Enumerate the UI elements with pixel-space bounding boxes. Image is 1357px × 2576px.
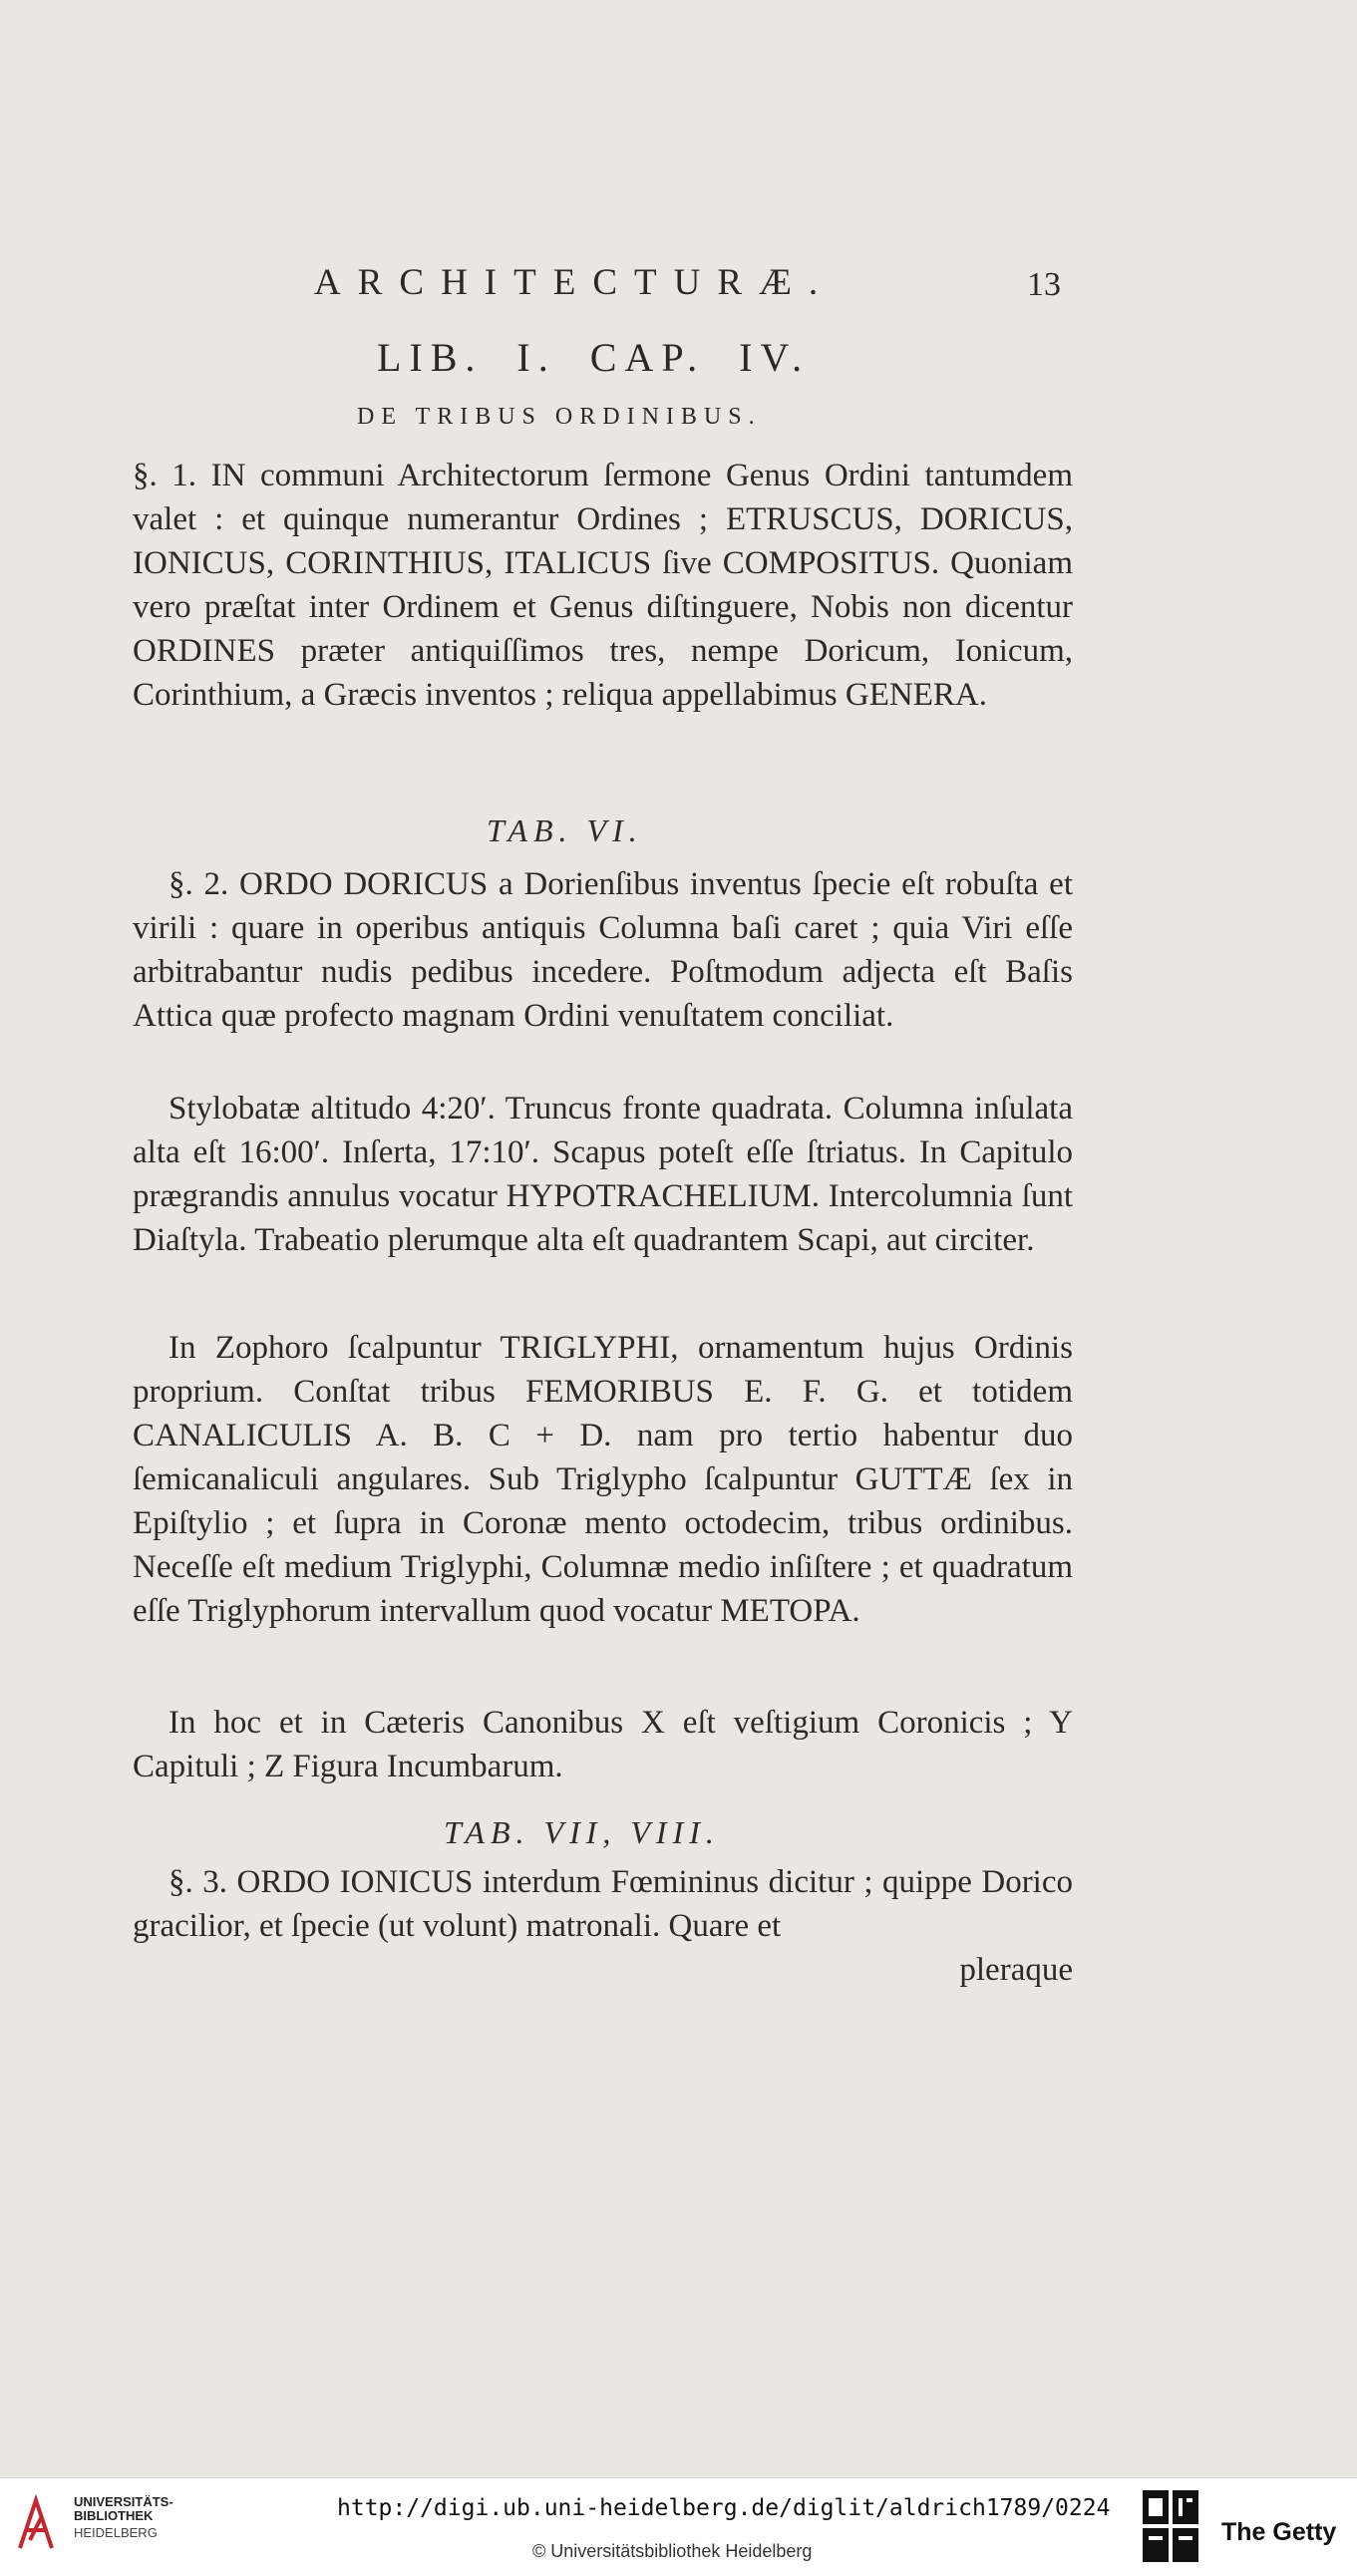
paragraph-3: Stylobatæ altitudo 4:20′. Truncus fronte quadrata. Columna inſulata alta eſt 16:00′. Inſerta, 17:10′. Scapus poteſt eſſe ſtriatus. In Capitulo prægrandis annulus vocatur HYPOTRACHELIUM. Intercolumnia ſunt Diaſtyla. Trabeatio plerumque alta eſt quadrantem Scapi, aut circiter. bbox=[133, 1091, 1073, 1258]
chapter-heading: LIB. I. CAP. IV. bbox=[377, 335, 811, 380]
partner-name: The Getty bbox=[1221, 2518, 1337, 2546]
page-number: 13 bbox=[1027, 266, 1061, 303]
getty-logo-icon bbox=[1139, 2486, 1202, 2566]
paragraph-2: §. 2. ORDO DORICUS a Dorienſibus inventus ſpecie eſt robuſta et virili : quare in operibus antiquis Columna baſi caret ; quia Viri eſſe arbitrabantur nudis pedibus incedere. Poſtmodum adjecta eſt Baſis Attica quæ profecto magnam Ordini venuſtatem conciliat. bbox=[133, 866, 1073, 1034]
running-title: ARCHITECTURÆ. bbox=[314, 262, 836, 303]
institution-city: HEIDELBERG bbox=[74, 2525, 158, 2540]
institution-name: UNIVERSITÄTS- BIBLIOTHEK bbox=[74, 2494, 173, 2523]
paragraph-1: §. 1. IN communi Architectorum ſermone Genus Ordini tantumdem valet : et quinque numerantur Ordines ; ETRUSCUS, DORICUS, IONICUS, CORINTHIUS, ITALICUS ſive COMPOSITUS. Quoniam vero præſtat inter Ordinem et Genus diſtinguere, Nobis non dicentur ORDINES præter antiquiſſimos tres, nempe Doricum, Ionicum, Corinthium, a Græcis inventos ; reliqua appellabimus GENERA. bbox=[133, 458, 1073, 713]
permalink[interactable]: http://digi.ub.uni-heidelberg.de/diglit/aldrich1789/0224 bbox=[337, 2495, 1111, 2521]
paragraph-4: In Zophoro ſcalpuntur TRIGLYPHI, ornamentum hujus Ordinis proprium. Conſtat tribus FEMORIBUS E. F. G. et totidem CANALICULIS A. B. C + D. nam pro tertio habentur duo ſemicanaliculi angulares. Sub Triglypho ſcalpuntur GUTTÆ ſex in Epiſtylio ; et ſupra in Coronæ mento octodecim, tribus ordinibus. Neceſſe eſt medium Triglyphi, Columnæ medio inſiſtere ; et quadratum eſſe Triglyphorum intervallum quod vocatur METOPA. bbox=[133, 1330, 1073, 1629]
chapter-subheading: DE TRIBUS ORDINIBUS. bbox=[357, 404, 762, 430]
paragraph-6: §. 3. ORDO IONICUS interdum Fœmininus dicitur ; quippe Dorico gracilior, et ſpecie (ut volunt) matronali. Quare et bbox=[133, 1864, 1073, 1944]
paragraph-5: In hoc et in Cæteris Canonibus X eſt veſtigium Coronicis ; Y Capituli ; Z Figura Incumbarum. bbox=[133, 1705, 1073, 1784]
catchword: pleraque bbox=[959, 1952, 1073, 1988]
plate-reference-1: TAB. VI. bbox=[487, 812, 643, 848]
plate-reference-2: TAB. VII, VIII. bbox=[444, 1814, 720, 1850]
university-seal-icon bbox=[14, 2494, 58, 2554]
copyright-notice: © Universitätsbibliothek Heidelberg bbox=[532, 2541, 813, 2561]
